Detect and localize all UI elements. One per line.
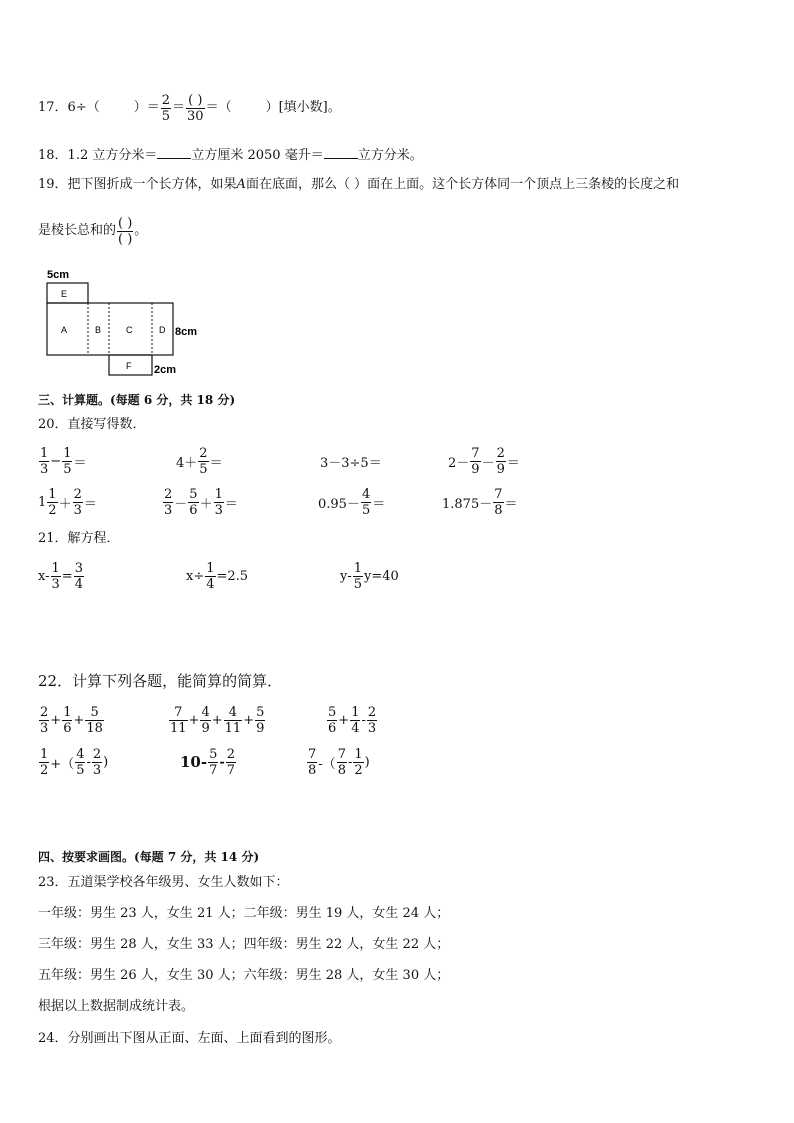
section-3-title: 三、计算题。(每题 6 分，共 18 分) (38, 393, 236, 407)
q22-title: 22．计算下列各题，能简算的简算． (38, 672, 283, 690)
q20-expr-3: 3－3÷5＝ (320, 455, 382, 471)
q20-expr-7: 0.95－ $\frac{4}{5}$ ＝ (318, 486, 386, 518)
q21-title: 21．解方程． (38, 531, 120, 546)
question-19-line-1: 19．把下图折成一个长方体，如果A面在底面，那么（ ）面在上面。这个长方体同一个顶点上三条棱的长度之和 (38, 177, 680, 192)
face-label-f: F (126, 361, 132, 371)
q22-expr-4: $\frac{1}{2}$ +（ $\frac{4}{5}$ - $\frac{2}{3}$ ) (40, 746, 109, 778)
q20-title: 20．直接写得数． (38, 417, 146, 432)
q20-expr-8: 1.875－ $\frac{7}{8}$ ＝ (442, 486, 518, 518)
dim-right-label: 8cm (175, 326, 198, 338)
q17-eq-3: ＝（ (205, 100, 232, 115)
cuboid-net-diagram (40, 265, 220, 380)
q21-equation-3: y- $\frac{1}{5}$ y=40 (340, 560, 399, 592)
face-label-a: A (61, 325, 68, 335)
q17-fraction-1: $\frac{2}{5}$ (161, 92, 171, 124)
face-label-e: E (61, 289, 68, 299)
q23-line-4: 根据以上数据制成统计表。 (38, 999, 195, 1014)
question-18: 18．1.2 立方分米＝ 立方厘米 2050 毫升＝ 立方分米。 (38, 148, 423, 163)
q17-tail: ）[填小数]。 (265, 100, 341, 115)
q22-expr-3: $\frac{5}{6}$ + $\frac{1}{4}$ - $\frac{2}{3}$ (328, 704, 377, 736)
q18-blank-1 (157, 146, 191, 159)
q23-line-1: 一年级：男生 23 人，女生 21 人；二年级：男生 19 人，女生 24 人； (38, 906, 450, 921)
q20-expr-4: 2－ $\frac{7}{9}$ － $\frac{2}{9}$ ＝ (448, 445, 520, 477)
face-e (47, 283, 88, 303)
face-label-b: B (95, 325, 102, 335)
section-4-title: 四、按要求画图。(每题 7 分，共 14 分) (38, 850, 260, 864)
dim-top-label: 5cm (47, 269, 70, 281)
q24-title: 24．分别画出下图从正面、左面、上面看到的图形。 (38, 1031, 341, 1046)
face-label-c: C (126, 325, 133, 335)
face-a-label: A (236, 177, 246, 192)
q22-expr-5: 10- $\frac{5}{7}$ - $\frac{2}{7}$ (180, 746, 236, 778)
q22-expr-1: $\frac{2}{3}$ + $\frac{1}{6}$ + $\frac{5}{18}$ (40, 704, 103, 736)
q22-expr-6: $\frac{7}{8}$ -（ $\frac{7}{8}$ - $\frac{1}{2}$ ) (308, 746, 370, 778)
q18-blank-2 (324, 146, 358, 159)
q20-expr-1: $\frac{1}{3}$ − $\frac{1}{5}$ ＝ (40, 445, 87, 477)
q17-eq-2: ＝ (172, 100, 186, 115)
q23-line-2: 三年级：男生 28 人，女生 33 人；四年级：男生 22 人，女生 22 人； (38, 937, 450, 952)
q17-start: 17．6÷（ (38, 100, 100, 115)
question-19-line-2: 是棱长总和的 $\frac{( )}{( )}$ 。 (38, 215, 148, 247)
q17-fraction-2: $\frac{( )}{30}$ (187, 92, 204, 124)
dim-bottom-label: 2cm (154, 364, 177, 376)
q19-fraction: $\frac{( )}{( )}$ (118, 215, 133, 247)
q20-expr-2: 4＋ $\frac{2}{5}$ ＝ (176, 445, 223, 477)
face-label-d: D (159, 325, 166, 335)
q17-eq-1: ）＝ (133, 100, 160, 115)
q20-expr-6: $\frac{2}{3}$ － $\frac{5}{6}$ ＋ $\frac{1}{3}$ ＝ (164, 486, 238, 518)
q22-expr-2: $\frac{7}{11}$ + $\frac{4}{9}$ + $\frac{4}{11}$ + $\frac{5}{9}$ (170, 704, 265, 736)
q21-equation-2: x÷ $\frac{1}{4}$ =2.5 (186, 560, 249, 592)
question-17 (38, 90, 341, 126)
q23-line-3: 五年级：男生 26 人，女生 30 人；六年级：男生 28 人，女生 30 人； (38, 968, 450, 983)
q20-expr-5: 1 $\frac{1}{2}$ ＋ $\frac{2}{3}$ ＝ (38, 486, 97, 518)
q23-title: 23．五道渠学校各年级男、女生人数如下： (38, 875, 289, 890)
q21-equation-1: x- $\frac{1}{3}$ = $\frac{3}{4}$ (38, 560, 83, 592)
